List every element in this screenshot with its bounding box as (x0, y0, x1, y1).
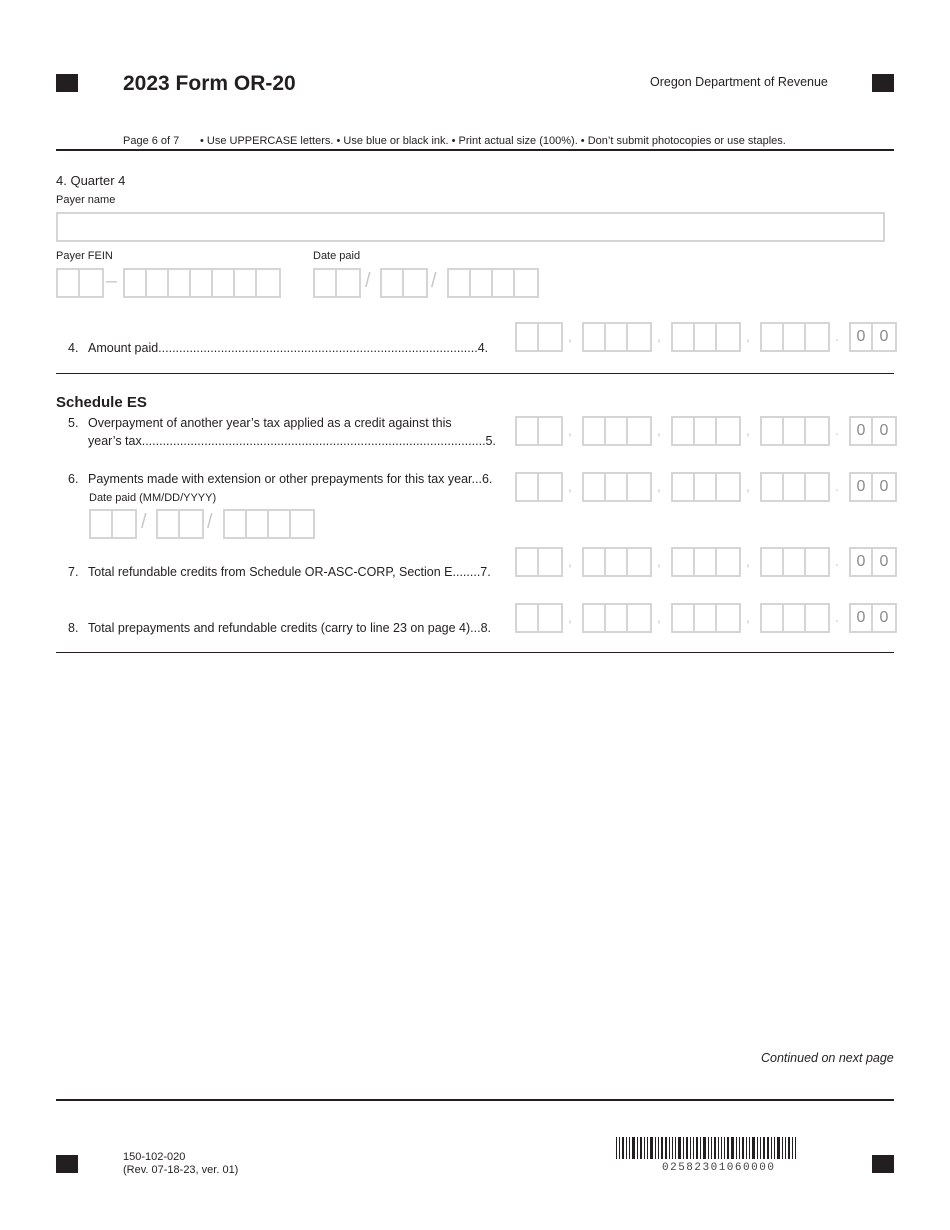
quarter4-heading: 4. Quarter 4 (56, 173, 126, 188)
thousands-separator: , (746, 553, 750, 569)
thousands-separator: , (568, 478, 572, 494)
registration-mark-bottom-right (872, 1155, 894, 1173)
cents-digit: 0 (851, 605, 873, 631)
department-name: Oregon Department of Revenue (650, 75, 828, 89)
amount-cents (849, 547, 897, 577)
thousands-separator: , (657, 328, 661, 344)
thousands-separator: , (657, 609, 661, 625)
line5-number: 5. (68, 416, 79, 430)
amount-digit-group[interactable] (582, 603, 652, 633)
line6-date-day-input[interactable] (156, 509, 204, 539)
line8-number: 8. (68, 621, 79, 635)
line8-label: Total prepayments and refundable credits (carry to line 23 on page 4)...8. (88, 621, 492, 635)
amount-digit-group[interactable] (671, 322, 741, 352)
thousands-separator: , (568, 609, 572, 625)
date-paid-month-input[interactable] (313, 268, 361, 298)
amount-digit-group[interactable] (515, 603, 563, 633)
date-slash: / (431, 270, 437, 292)
cents-digit: 0 (879, 478, 889, 495)
cents-digit: 0 (879, 422, 889, 439)
line6-date-label: Date paid (MM/DD/YYYY) (89, 492, 217, 504)
payer-name-label: Payer name (56, 194, 116, 206)
date-slash: / (365, 270, 371, 292)
amount-cents (849, 472, 897, 502)
payer-fein-prefix-input[interactable] (56, 268, 104, 298)
cents-digit: 0 (879, 553, 889, 570)
payer-name-input[interactable] (56, 212, 885, 242)
thousands-separator: , (746, 478, 750, 494)
date-paid-year-input[interactable] (447, 268, 539, 298)
cents-digit: 0 (879, 609, 889, 626)
date-slash: / (207, 511, 213, 533)
registration-mark-top-left (56, 74, 78, 92)
thousands-separator: , (657, 553, 661, 569)
date-paid-label: Date paid (313, 250, 361, 262)
schedule-es-divider (56, 652, 894, 653)
registration-mark-top-right (872, 74, 894, 92)
decimal-point: . (835, 553, 839, 569)
thousands-separator: , (568, 553, 572, 569)
amount-digit-group[interactable] (515, 322, 563, 352)
cents-digit: 0 (851, 549, 873, 575)
decimal-point: . (835, 609, 839, 625)
line5-label-2: year’s tax...................................................................................................5. (88, 434, 496, 448)
amount-digit-group[interactable] (671, 603, 741, 633)
form-number: 150-102-020 (123, 1151, 186, 1163)
continued-note: Continued on next page (761, 1051, 894, 1065)
thousands-separator: , (746, 422, 750, 438)
amount-digit-group[interactable] (760, 472, 830, 502)
line7-number: 7. (68, 565, 79, 579)
amount-cents (849, 322, 897, 352)
barcode-number: 02582301060000 (662, 1162, 776, 1174)
amount-digit-group[interactable] (515, 416, 563, 446)
cents-digit: 0 (851, 474, 873, 500)
thousands-separator: , (657, 478, 661, 494)
thousands-separator: , (568, 328, 572, 344)
amount-digit-group[interactable] (582, 472, 652, 502)
form-revision: (Rev. 07-18-23, ver. 01) (123, 1164, 239, 1176)
page-indicator: Page 6 of 7 (123, 135, 180, 147)
line6-date-month-input[interactable] (89, 509, 137, 539)
cents-digit: 0 (851, 324, 873, 350)
line4-label: Amount paid............................................................................................4. (88, 341, 489, 355)
amount-digit-group[interactable] (515, 547, 563, 577)
cents-digit: 0 (851, 418, 873, 444)
thousands-separator: , (746, 609, 750, 625)
line7-label: Total refundable credits from Schedule OR-ASC-CORP, Section E........7. (88, 565, 491, 579)
amount-digit-group[interactable] (760, 416, 830, 446)
form-title: 2023 Form OR-20 (123, 72, 296, 95)
amount-digit-group[interactable] (582, 322, 652, 352)
fein-dash: – (106, 270, 118, 292)
thousands-separator: , (657, 422, 661, 438)
footer-divider (56, 1099, 894, 1101)
instructions-text: • Use UPPERCASE letters. • Use blue or black ink. • Print actual size (100%). • Don’t submit photocopies or use staples. (200, 135, 786, 147)
registration-mark-bottom-left (56, 1155, 78, 1173)
payer-fein-label: Payer FEIN (56, 250, 113, 262)
amount-digit-group[interactable] (582, 547, 652, 577)
line6-label: Payments made with extension or other prepayments for this tax year...6. (88, 472, 493, 486)
cents-digit: 0 (879, 328, 889, 345)
header-divider (56, 149, 894, 151)
decimal-point: . (835, 422, 839, 438)
amount-cents (849, 603, 897, 633)
thousands-separator: , (568, 422, 572, 438)
line5-label-1: Overpayment of another year’s tax applied as a credit against this (88, 416, 452, 430)
line6-number: 6. (68, 472, 79, 486)
schedule-es-heading: Schedule ES (56, 394, 147, 411)
date-paid-day-input[interactable] (380, 268, 428, 298)
barcode (616, 1137, 798, 1159)
section-divider (56, 373, 894, 374)
decimal-point: . (835, 328, 839, 344)
decimal-point: . (835, 478, 839, 494)
amount-digit-group[interactable] (582, 416, 652, 446)
amount-digit-group[interactable] (671, 416, 741, 446)
line4-number: 4. (68, 341, 79, 355)
amount-digit-group[interactable] (671, 472, 741, 502)
date-slash: / (141, 511, 147, 533)
amount-digit-group[interactable] (515, 472, 563, 502)
thousands-separator: , (746, 328, 750, 344)
amount-digit-group[interactable] (760, 322, 830, 352)
amount-cents (849, 416, 897, 446)
amount-digit-group[interactable] (760, 547, 830, 577)
line6-date-year-input[interactable] (223, 509, 315, 539)
amount-digit-group[interactable] (671, 547, 741, 577)
payer-fein-suffix-input[interactable] (123, 268, 281, 298)
amount-digit-group[interactable] (760, 603, 830, 633)
